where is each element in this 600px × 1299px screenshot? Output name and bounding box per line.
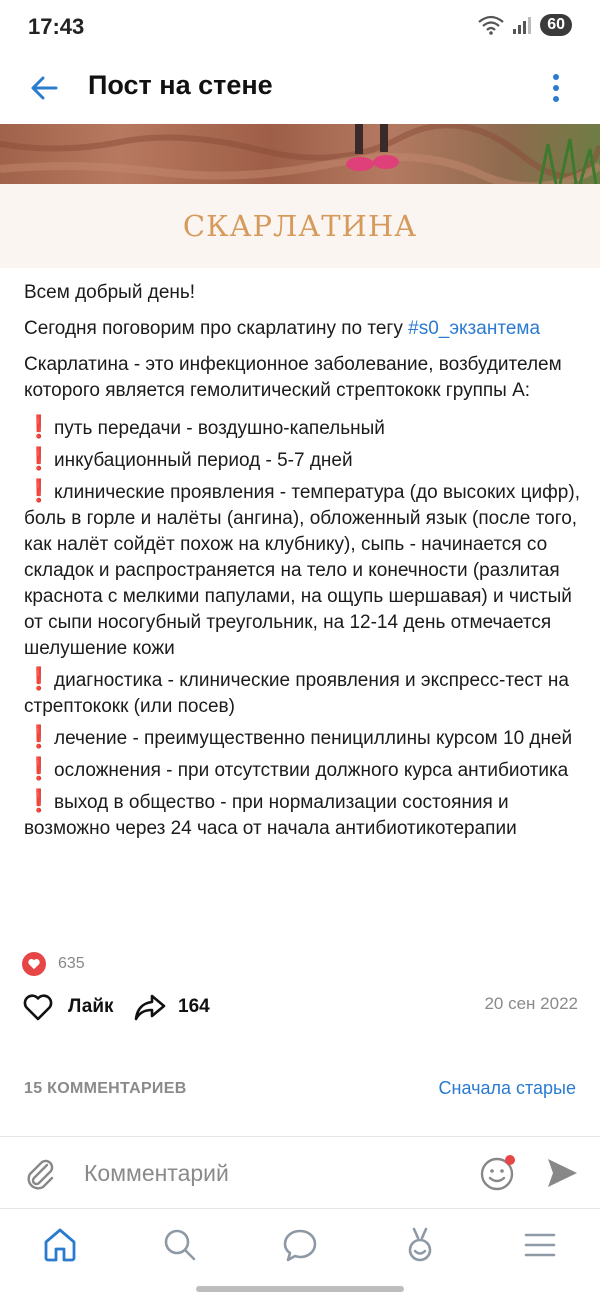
list-item (24, 478, 580, 662)
status-time: 17:43 (28, 14, 85, 39)
home-icon (40, 1225, 80, 1265)
nav-menu[interactable] (520, 1225, 560, 1265)
likes-summary[interactable] (22, 952, 85, 976)
share-icon (134, 992, 166, 1022)
list-item-text: путь передачи - воздушно-капельный (54, 418, 385, 439)
more-vertical-icon (536, 68, 576, 108)
list-item-text: осложнения - при отсутствии должного курса антибиотика (54, 760, 569, 781)
exclamation-icon: ❗ (25, 446, 53, 471)
post-text (24, 280, 580, 846)
list-item (24, 414, 580, 442)
exclamation-icon: ❗ (25, 724, 53, 749)
more-options-button[interactable] (536, 68, 576, 108)
heart-outline-icon (22, 992, 54, 1022)
post-list (24, 414, 580, 842)
post-greeting: Всем добрый день! (24, 282, 196, 303)
post-image[interactable] (0, 124, 600, 184)
message-icon (280, 1225, 320, 1265)
post-intro-text: Сегодня поговорим про скарлатину по тегу (24, 318, 409, 339)
comment-input[interactable] (84, 1155, 464, 1191)
share-button[interactable] (134, 992, 210, 1022)
exclamation-icon: ❗ (25, 788, 53, 813)
bottom-nav (0, 1208, 600, 1278)
list-item (24, 724, 580, 752)
post-date: 20 сен 2022 (484, 994, 578, 1013)
list-item-text: лечение - преимущественно пенициллины курсом 10 дней (54, 728, 573, 749)
signal-icon (512, 15, 532, 35)
emoji-button[interactable] (478, 1153, 518, 1193)
list-item-text: выход в общество - при нормализации состояния и возможно через 24 часа от начала антибиотикотерапии (24, 792, 517, 839)
comments-count: 15 КОММЕНТАРИЕВ (24, 1080, 187, 1097)
post-actions (22, 988, 578, 1028)
list-item-text: клинические проявления - температура (до высоких цифр), боль в горле и налёты (ангина), обложенный язык (после того, как налёт сойдёт похож на клубнику), сыпь - начинается со складок и распространяется на тело и конечности (разлитая краснота с мелкими папулами, на ощупь шершавая) и чистый от сыпи носогубный треугольник, на 12-14 день отмечается шелушение кожи (24, 482, 580, 659)
comments-header (24, 1076, 576, 1104)
arrow-left-icon (24, 68, 64, 108)
like-badge (22, 952, 46, 976)
post-definition: Скарлатина - это инфекционное заболевание, возбудителем которого является гемолитический стрептококк группы А: (24, 354, 562, 401)
send-button[interactable] (544, 1155, 580, 1191)
list-item (24, 788, 580, 842)
list-item (24, 446, 580, 474)
attach-button[interactable] (22, 1155, 58, 1191)
exclamation-icon: ❗ (25, 414, 53, 439)
exclamation-icon: ❗ (25, 478, 53, 503)
like-label: Лайк (68, 996, 114, 1017)
exclamation-icon: ❗ (25, 756, 53, 781)
nav-clips[interactable] (400, 1225, 440, 1265)
shares-count: 164 (178, 996, 210, 1017)
post-intro (24, 316, 580, 342)
home-indicator[interactable] (196, 1286, 404, 1292)
battery-indicator: 60 (540, 14, 572, 36)
nav-messages[interactable] (280, 1225, 320, 1265)
menu-icon (520, 1225, 560, 1265)
send-icon (544, 1155, 580, 1191)
clips-icon (400, 1225, 440, 1265)
smile-icon (478, 1153, 518, 1193)
wifi-icon (478, 15, 504, 35)
search-icon (160, 1225, 200, 1265)
list-item-text: диагностика - клинические проявления и экспресс-тест на стрептококк (или посев) (24, 670, 569, 717)
exclamation-icon: ❗ (25, 666, 53, 691)
app-bar (0, 56, 600, 124)
like-button[interactable] (22, 992, 114, 1022)
status-icons (478, 14, 572, 36)
list-item (24, 666, 580, 720)
list-item (24, 756, 580, 784)
image-caption-text: СКАРЛАТИНА (182, 209, 418, 243)
hashtag-link[interactable]: #s0_экзантема (408, 318, 541, 339)
paperclip-icon (22, 1155, 58, 1191)
back-button[interactable] (24, 68, 64, 108)
post-image-caption (0, 184, 600, 268)
comment-bar (0, 1136, 600, 1208)
nav-search[interactable] (160, 1225, 200, 1265)
post-image-illustration (0, 124, 600, 184)
status-bar (0, 0, 600, 56)
likes-count: 635 (58, 955, 85, 972)
nav-home[interactable] (40, 1225, 80, 1265)
heart-filled-icon (27, 957, 41, 971)
list-item-text: инкубационный период - 5-7 дней (54, 450, 353, 471)
comments-sort-button[interactable]: Сначала старые (438, 1078, 576, 1098)
page-title: Пост на стене (88, 70, 273, 100)
